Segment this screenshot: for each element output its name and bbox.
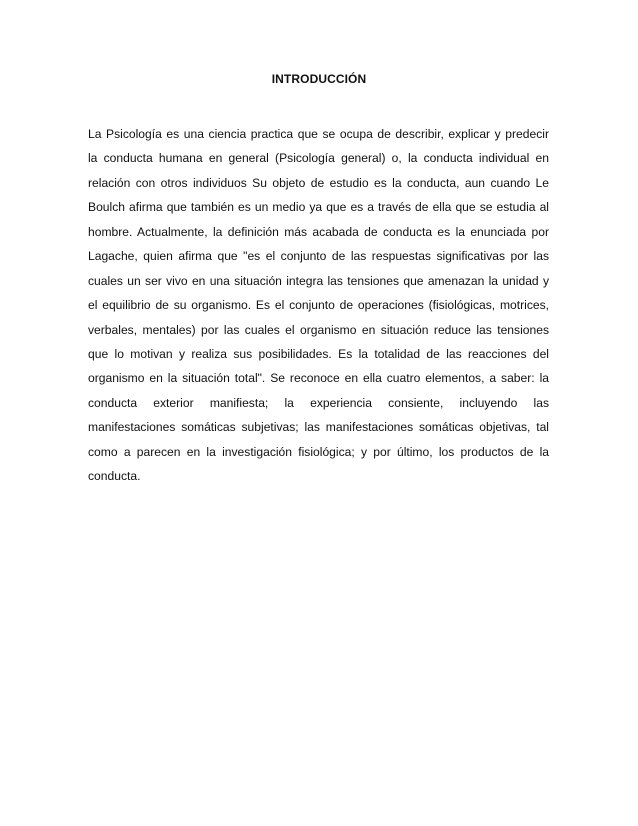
- paragraph-line: el equilibrio de su organismo. Es el conjunto de operaciones (fisiológicas, motrices,: [88, 298, 549, 313]
- document-title: INTRODUCCIÓN: [271, 72, 367, 86]
- paragraph-line: La Psicología es una ciencia practica que se ocupa de describir, explicar y predecir: [88, 127, 549, 141]
- paragraph-line: conducta.: [88, 469, 141, 484]
- paragraph-line: que lo motivan y realiza sus posibilidades. Es la totalidad de las reacciones del: [88, 346, 549, 361]
- body-paragraph: [88, 122, 549, 489]
- paragraph-line: como a parecen en la investigación fisiológica; y por último, los productos de la: [88, 444, 549, 459]
- paragraph-line: cuales un ser vivo en una situación integra las tensiones que amenazan la unidad y: [88, 273, 549, 288]
- paragraph-line: Boulch afirma que también es un medio ya que es a través de ella que se estudia al: [88, 200, 549, 215]
- paragraph-line: la conducta humana en general (Psicología general) o, la conducta individual en: [88, 151, 549, 166]
- paragraph-line: relación con otros individuos Su objeto de estudio es la conducta, aun cuando Le: [88, 175, 549, 190]
- paragraph-line: Lagache, quien afirma que "es el conjunto de las respuestas significativas por las: [88, 249, 549, 264]
- paragraph-line: conducta exterior manifiesta; la experiencia consiente, incluyendo las: [88, 395, 549, 410]
- paragraph-line: organismo en la situación total". Se reconoce en ella cuatro elementos, a saber: la: [88, 371, 549, 386]
- paragraph-line: hombre. Actualmente, la definición más acabada de conducta es la enunciada por: [88, 224, 549, 239]
- paragraph-line: manifestaciones somáticas subjetivas; las manifestaciones somáticas objetivas, tal: [88, 420, 549, 435]
- paragraph-line: verbales, mentales) por las cuales el organismo en situación reduce las tensiones: [88, 322, 549, 337]
